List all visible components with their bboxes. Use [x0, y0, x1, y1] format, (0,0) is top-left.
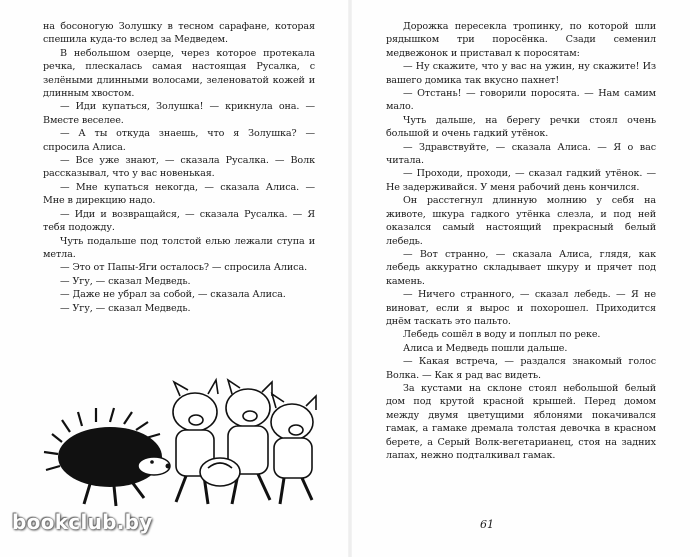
paragraph: Чуть подальше под толстой елью лежали ступа и метла.	[43, 235, 315, 260]
paragraph: — Все уже знают, — сказала Русалка. — Волк рассказывал, что у вас новенькая.	[43, 155, 315, 180]
paragraph: Чуть дальше, на берегу речки стоял очень большой и очень гадкий утёнок.	[386, 114, 656, 140]
paragraph: на босоногую Золушку в тесном сарафане, которая спешила куда-то вслед за Медведем.	[43, 21, 315, 46]
paragraph: В небольшом озерце, через которое протекала речка, плескалась самая настоящая Русалка, с зелёными длинными волосами, зеленоватой кожей и длинным хвостом.	[43, 47, 315, 100]
paragraph: — А ты откуда знаешь, что я Золушка? — спросила Алиса.	[43, 128, 315, 153]
paragraph: — Проходи, проходи, — сказал гадкий утёнок. — Не задерживайся. У меня рабочий день кончился.	[386, 168, 656, 193]
paragraph: — Мне купаться некогда, — сказала Алиса. — Мне в дирекцию надо.	[43, 181, 315, 207]
hedgehog-drawing	[44, 408, 171, 506]
paragraph: — Это от Папы-Яги осталось? — спросила Алиса.	[60, 262, 308, 274]
paragraph: — Иди и возвращайся, — сказала Русалка. — Я тебя подожду.	[43, 208, 315, 234]
paragraph: — Ну скажите, что у вас на ужин, ну скажите! Из вашего домика так вкусно пахнет!	[386, 61, 656, 86]
paragraph: — Иди купаться, Золушка! — крикнула она. — Вместе веселее.	[43, 101, 315, 126]
right-page-text	[386, 20, 656, 462]
paragraph: Алиса и Медведь пошли дальше.	[403, 342, 568, 354]
paragraph: — Отстань! — говорили поросята. — Нам самим мало.	[386, 88, 656, 113]
page-number: 61	[480, 518, 494, 531]
three-pigs-drawing	[173, 380, 316, 504]
paragraph: — Какая встреча, — раздался знакомый голос Волка. — Как я рад вас видеть.	[386, 356, 656, 381]
watermark-logo: bookclub.by	[12, 510, 153, 534]
illustration-hedgehog-and-pigs	[30, 372, 330, 522]
paragraph: Дорожка пересекла тропинку, по которой шли рядышком три поросёнка. Сзади семенил медвежонок и приставал к поросятам:	[386, 21, 656, 59]
paragraph: Лебедь сошёл в воду и поплыл по реке.	[403, 329, 601, 341]
paragraph: — Угу, — сказал Медведь.	[60, 275, 191, 287]
paragraph: За кустами на склоне стоял небольшой белый дом под крутой красной крышей. Перед домом между двумя цветущими яблонями покачивался гамак, а гамаке дремала толстая девочка в красном берете, а Серый Волк-вегетарианец, стоя на задних лапах, нежно подталкивал гамак.	[386, 382, 656, 461]
paragraph: — Угу, — сказал Медведь.	[60, 302, 191, 314]
paragraph: — Даже не убрал за собой, — сказала Алиса.	[60, 289, 286, 301]
paragraph: — Вот странно, — сказала Алиса, глядя, как лебедь аккуратно складывает шкуру и прячет под камень.	[386, 248, 656, 287]
left-page-text	[43, 20, 315, 315]
paragraph: — Ничего странного, — сказал лебедь. — Я не виноват, если я вырос и похорошел. Приходится днём таскать это пальто.	[386, 289, 656, 327]
page-gutter	[348, 0, 352, 557]
paragraph: Он расстегнул длинную молнию у себя на животе, шкура гадкого утёнка слезла, и под ней оказался самый настоящий прекрасный белый лебедь.	[386, 195, 656, 247]
paragraph: — Здравствуйте, — сказала Алиса. — Я о вас читала.	[386, 141, 656, 167]
